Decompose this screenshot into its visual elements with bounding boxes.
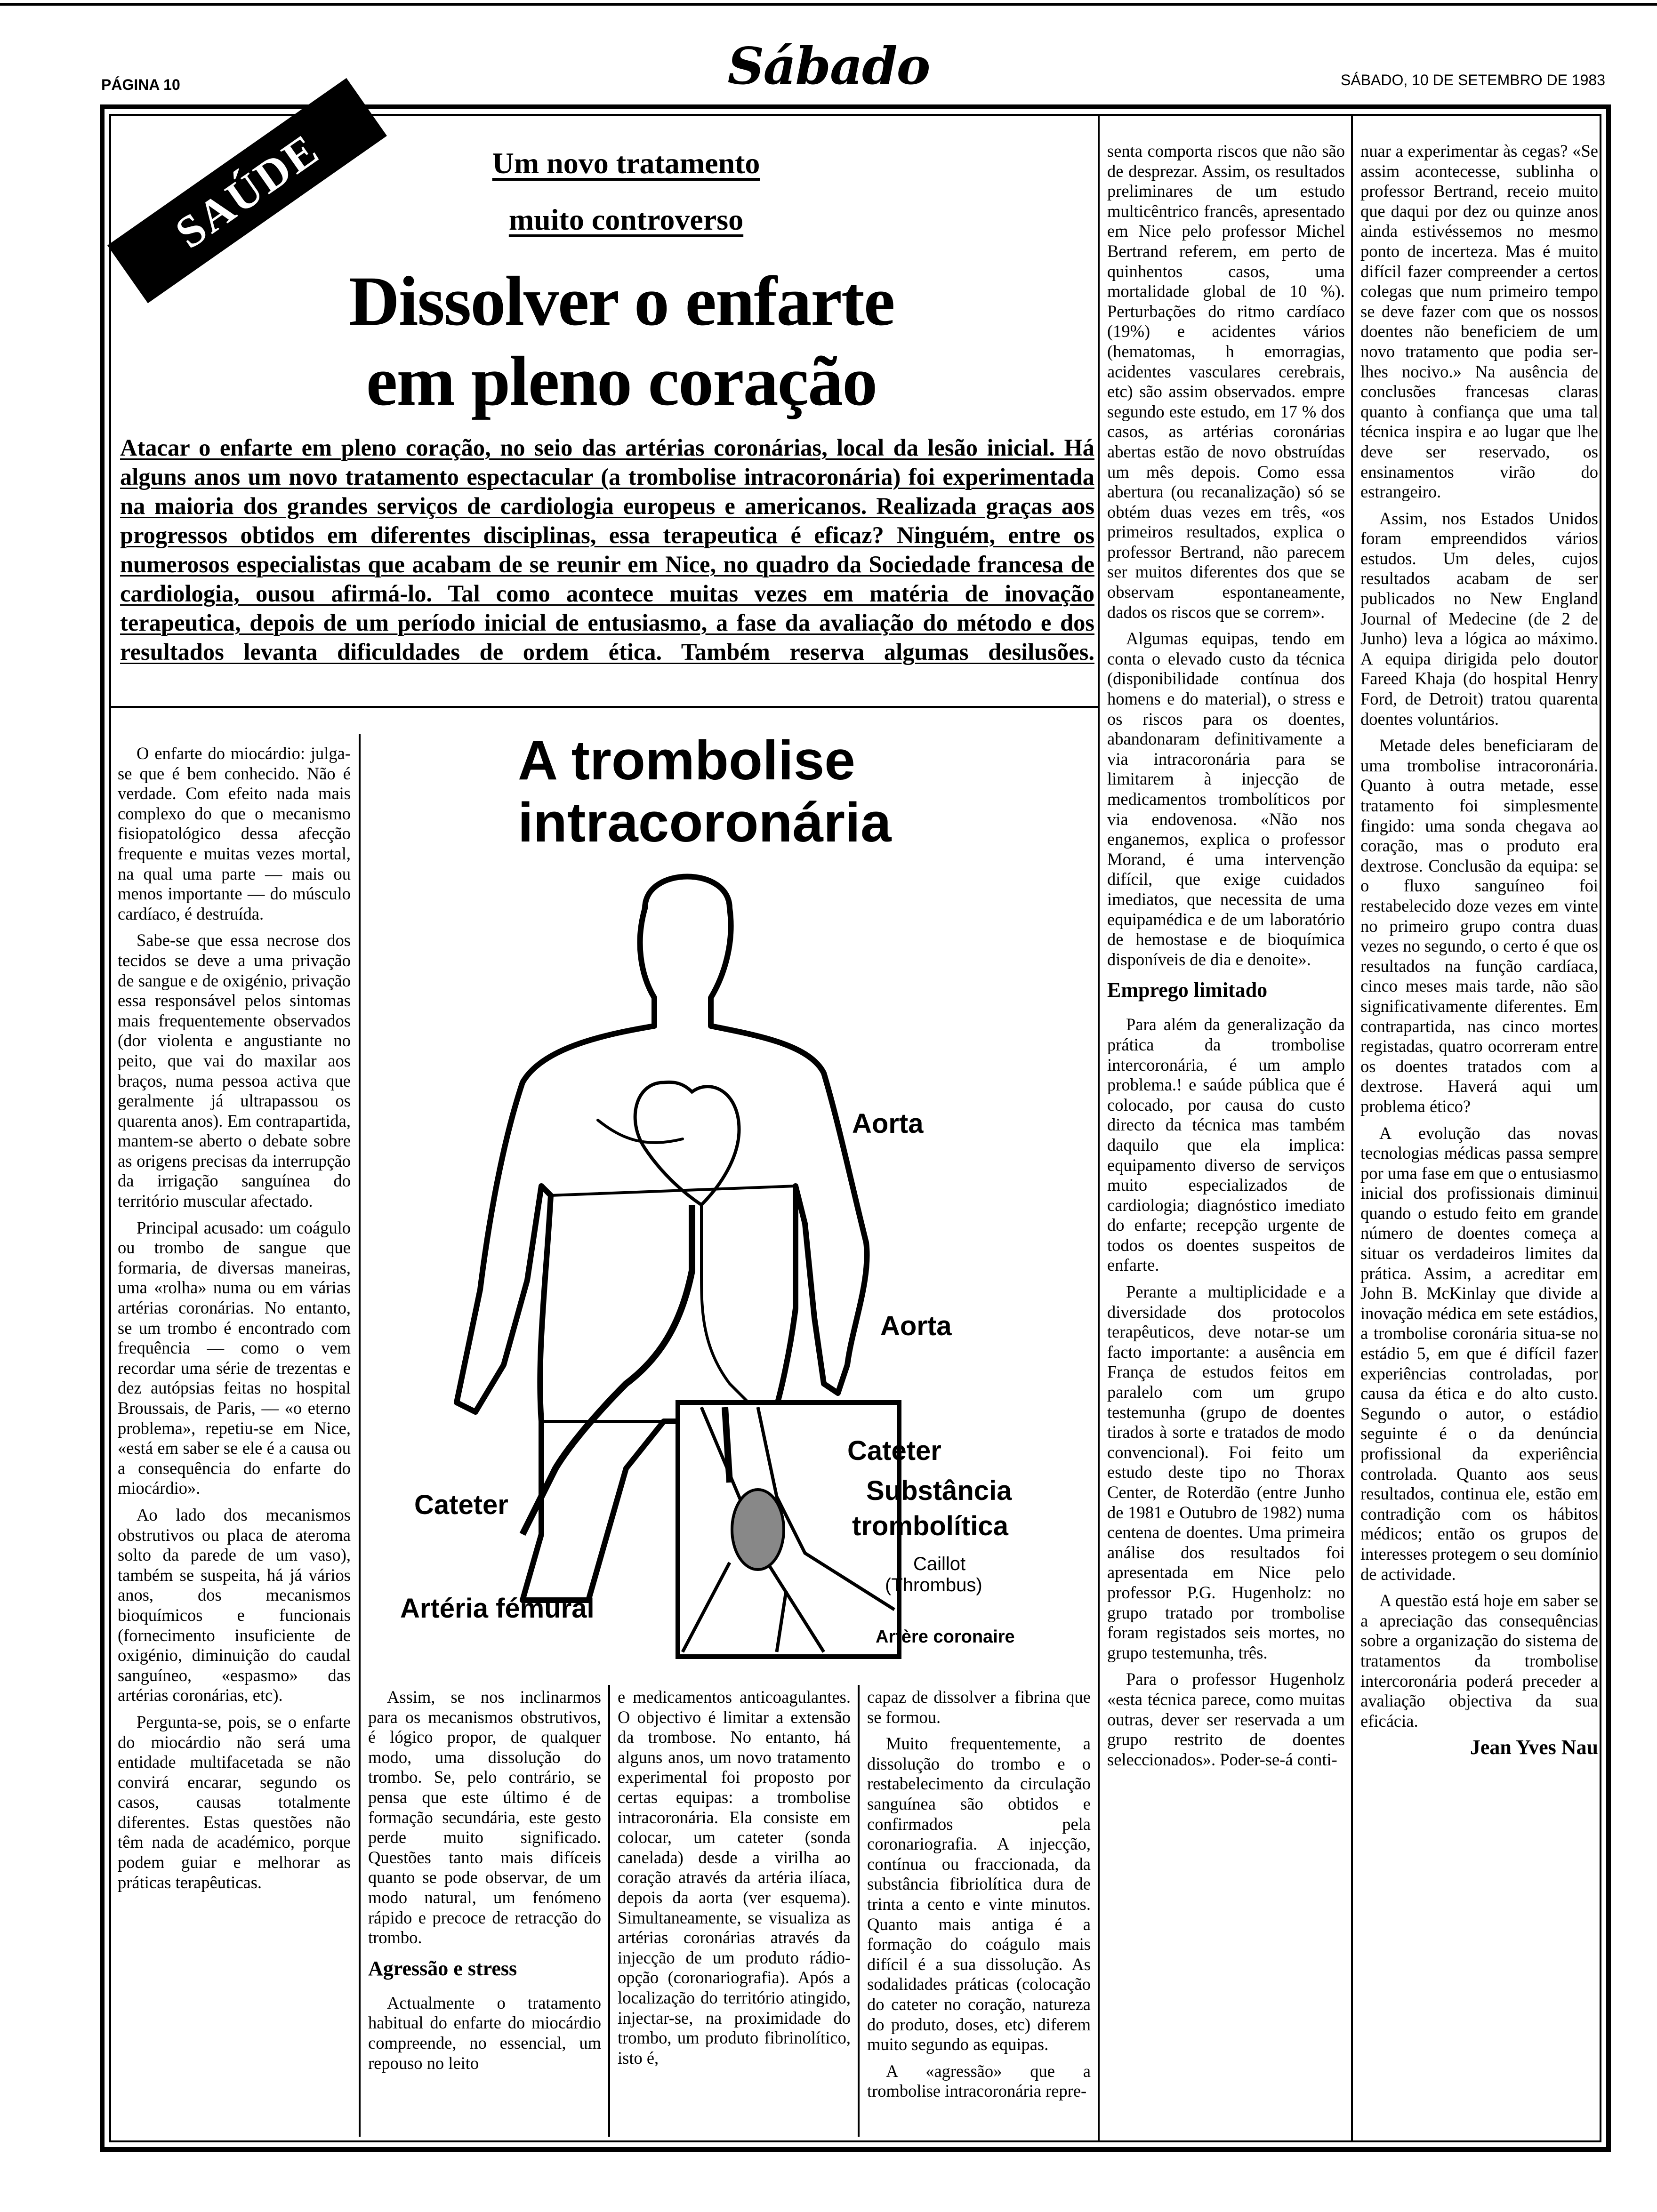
section-tag: SAÚDE (166, 123, 329, 258)
kicker-line1: Um novo tratamento (492, 146, 760, 180)
author-signature: Jean Yves Nau (1470, 1736, 1598, 1759)
column-3 (618, 1687, 851, 2075)
column-rule (1098, 114, 1100, 2142)
column-1 (118, 744, 351, 1899)
subheading: Emprego limitado (1107, 978, 1268, 1002)
paragraph: Algumas equipas, tendo em conta o elevado custo da técnica (disponibilidade contínua dos homens e do material), o stress e os riscos para os doentes, abandonaram definitivamente a via intracoronária para se limitarem à injecção de medicamentos trombolíticos por via endovenosa. «Não nos enganemos, explica o professor Morand, é uma intervenção difícil, que exige cuidados imediatos, que necessita de uma equipamédica e de um laboratório de hemostase e de bioquímica disponíveis de dia e denoite». (1107, 629, 1345, 969)
paragraph: senta comporta riscos que não são de desprezar. Assim, os resultados preliminares de um estudo multicêntrico francês, apresentado em Nice pelo professor Michel Bertrand referem, em perto de quinhentos casos, uma mortalidade global de 10 %). Perturbações do ritmo cardíaco (19%) e acidentes vários (hematomas, h emorragias, acidentes vasculares cerebrais, etc) são assim observados. empre segundo este estudo, em 17 % dos casos, as artérias coronárias abertas estão de novo obstruídas um mês depois. Como essa abertura (ou recanalização) só se obtém duas vezes em três, «os primeiros resultados, explica o professor Bertrand, não parecem ser muitos diferentes dos que se observam espontaneamente, dados os riscos que se correm». (1107, 141, 1345, 622)
thrombus-shape (732, 1490, 784, 1570)
body-illustration (400, 857, 1069, 1675)
paragraph: Assim, se nos inclinarmos para os mecanismos obstrutivos, é lógico propor, de qualquer modo, uma dissolução do trombo. Se, pelo contrário, se pensa que este último é de formação secundária, este gesto perde muito significado. Questões tanto mais difíceis quanto se pode observar, de um modo natural, um fenómeno rápido e precoce de retracção do trombo. (368, 1687, 601, 1948)
label-artere-coronaire: Artère coronaire (876, 1627, 1015, 1647)
paragraph: Assim, nos Estados Unidos foram empreendidos vários estudos. Um deles, cujos resultados acabam de ser publicados no New England Journal of Medecine (de 2 de Junho) leva a lógica ao máximo. A equipa dirigida pelo doutor Fareed Khaja (do hospital Henry Ford, de Detroit) tratou quarenta doentes voluntários. (1360, 508, 1598, 729)
paragraph: A questão está hoje em saber se a apreciação das consequências sobre a organização do sistema de tratamentos da trombolise intercoronária poderá preceder a avaliação objectiva da sua eficácia. (1360, 1591, 1598, 1731)
paragraph: A «agressão» que a trombolise intracoronária repre- (867, 2061, 1091, 2101)
body-detail (541, 1120, 796, 1421)
paragraph: Pergunta-se, pois, se o enfarte do miocárdio não será uma entidade multifacetada se não convirá encarar, segundo os casos, causas totalmente diferentes. Estas questões não têm nada de académico, porque podem guiar e melhorar as práticas terapêuticas. (118, 1712, 351, 1892)
paragraph: O enfarte do miocárdio: julga-se que é bem conhecido. Não é verdade. Com efeito nada mais complexo do que o mecanismo fisiopatológico dessa afecção frequente e muitas vezes mortal, na qual uma parte — mais ou menos importante — do músculo cardíaco, é destruída. (118, 744, 351, 923)
paragraph: Sabe-se que essa necrose dos tecidos se deve a uma privação de sangue e de oxigénio, privação essa responsável pelos sintomas mais frequentemente observados (dor violenta e angustiante no peito, que vai do maxilar aos braços, numa pessoa activa que geralmente já ultrapassou os quarenta anos). Em contrapartida, mantem-se aberto o debate sobre as origens precisas da interrupção da irrigação sanguínea do território muscular afectado. (118, 930, 351, 1211)
aorta-line (701, 1205, 767, 1421)
paragraph: capaz de dissolver a fibrina que se formou. (867, 1687, 1091, 1727)
top-border (0, 3, 1657, 8)
paragraph: A evolução das novas tecnologias médicas passa sempre por uma fase em que o entusiasmo inicial dos profissionais diminui quando o estudo feito em grande número de doentes começa a situar os verdadeiros limites da prática. Assim, a acreditar em John B. McKinlay que divide a inovação médica em sete estádios, a trombolise coronária situa-se no estádio 5, em que é difícil fazer experiências controladas, por causa da ética e do alto custo. Segundo o autor, o estádio seguinte é o da denúncia profissional da experiência controlada. Quanto aos seus resultados, continua ele, estão em contradição com os hábitos médicos; então os grupos de interesses protegem o seu domínio de actividade. (1360, 1123, 1598, 1584)
headline (198, 261, 1045, 421)
column-4 (867, 1687, 1091, 2108)
label-cateter-left: Cateter (414, 1490, 508, 1520)
paragraph: Perante a multiplicidade e a diversidade dos protocolos terapêuticos, deve notar-se um facto importante: a ausência em França de estudos feitos em paralelo com um grupo testemunha (grupo de doentes tirados à sorte e tratados de modo convencional). Foi feito um estudo deste tipo no Thorax Center, de Roterdão (entre Junho de 1981 e Outubro de 1982) numa centena de doentes. Uma primeira análise dos resultados foi apresentada em Nice pelo professor P.G. Hugenholz: no grupo tratado por trombolise foram registados seis mortes, no grupo testemunha, três. (1107, 1282, 1345, 1662)
paragraph: Actualmente o tratamento habitual do enfarte do miocárdio compreende, no essencial, um repouso no leito (368, 1993, 601, 2073)
paragraph: Muito frequentemente, a dissolução do trombo e o restabelecimento da circulação sanguínea são obtidos e confirmados pela coronariografia. A injecção, contínua ou fraccionada, da substância fibriolítica dura de trinta a cento e vinte minutos. Quanto mais antiga é a formação do coágulo mais difícil é a sua dissolução. As sodalidades práticas (colocação do cateter no coração, natureza do produto, doses, etc) diferem muito segundo as equipas. (867, 1734, 1091, 2054)
lead-bottom-rule (109, 706, 1098, 708)
column-5 (1107, 141, 1345, 1776)
column-2 (368, 1687, 601, 2080)
column-rule (1351, 114, 1353, 2142)
column-rule (608, 1685, 610, 2137)
lead-paragraph: Atacar o enfarte em pleno coração, no seio das artérias coronárias, local da lesão inicial. Há alguns anos um novo tratamento espectacular (a trombolise intracoronária) foi experimentada na maioria dos grandes serviços de cardiologia europeus e americanos. Realizada graças aos progressos obtidos em diferentes disciplinas, essa terapeutica é eficaz? Ninguém, entre os numerosos especialistas que acabam de se reunir em Nice, no quadro da Sociedade francesa de cardiologia, ousou afirmá-lo. Tal como acontece muitas vezes em matéria de inovação terapeutica, depois de um período inicial de entusiasmo, a fase da avaliação do método e dos resultados levanta dificuldades de ordem ética. Também reserva algumas desilusões. (120, 434, 1094, 665)
column-rule (359, 734, 361, 2137)
label-arteria-femural: Artéria fémural (400, 1593, 595, 1624)
headline-line1: Dissolver o enfarte (348, 262, 894, 340)
paragraph: Metade deles beneficiaram de uma trombolise intracoronária. Quanto à outra metade, esse tratamento foi simplesmente fingido: uma sonda chegava ao coração, mas o produto era dextrose. Conclusão da equipa: se o fluxo sanguíneo foi restabelecido doze vezes em vinte no primeiro grupo contra duas vezes no segundo, o certo é que os resultados na função cardíaca, cinco meses mais tarde, não são significativamente diferentes. Em contrapartida, nas cinco mortes registadas, quatro ocorreram entre os doentes tratados com a dextrose. Haverá aqui um problema ético? (1360, 736, 1598, 1116)
dateline: SÁBADO, 10 DE SETEMBRO DE 1983 (1341, 72, 1605, 88)
label-substancia-2: trombolítica (852, 1511, 1008, 1541)
page-number: PÁGINA 10 (101, 76, 180, 93)
label-aorta-1: Aorta (852, 1108, 924, 1139)
headline-line2: em pleno coração (366, 342, 877, 420)
kicker-line2: muito controverso (508, 203, 744, 236)
label-aorta-2: Aorta (880, 1311, 952, 1341)
figure-title-line2: intracoronária (518, 792, 892, 854)
paragraph: Principal acusado: um coágulo ou trombo de sangue que formaria, de diversas maneiras, uma «rolha» numa ou em várias artérias coronárias. No entanto, se um trombo é encontrado com frequência — como o vem recordar uma série de trezentas e dez autópsias feitas no hospital Broussais, de Paris, — «o eterno problema», repetiu-se em Nice, «está em saber se ele é a causa ou a consequência do enfarte do miocárdio». (118, 1218, 351, 1498)
subheading: Agressão e stress (368, 1956, 517, 1980)
paragraph: e medicamentos anticoagulantes. O objectivo é limitar a extensão da trombose. No entanto, há alguns anos, um novo tratamento experimental foi proposto por certas equipas: a trombolise intracoronária. Ela consiste em colocar, um cateter (sonda canelada) desde a virilha ao coração através da artéria ilíaca, depois da aorta (ver esquema). Simultaneamente, se visualiza as artérias coronárias através da injecção de um produto rádio-opção (coronariografia). Após a localização do território atingido, injectar-se, na proximidade do trombo, um produto fibrinolítico, isto é, (618, 1687, 851, 2068)
column-6 (1360, 141, 1598, 1758)
figure-title (518, 729, 1059, 854)
paragraph: Para além da generalização da prática da trombolise intercoronária, é um amplo problema.! e saúde pública que é colocado, por causa do custo directo da técnica mas também daquilo que ela implica: equipamento diverso de serviços muito especializados de cardiologia; diagnóstico imediato do enfarte; recepção urgente de todos os doentes suspeitos de enfarte. (1107, 1015, 1345, 1275)
paragraph: Ao lado dos mecanismos obstrutivos ou placa de ateroma solto da parede de um vaso), também se suspeita, há já vários anos, dos mecanismos bioquímicos e funcionais (fornecimento insuficiente de oxigénio, diminuição do caudal sanguíneo, «espasmo» das artérias coronárias, etc). (118, 1505, 351, 1705)
paragraph: nuar a experimentar às cegas? «Se assim acontecesse, sublinha o professor Bertrand, receio muito que daqui por dez ou quinze anos ainda estivéssemos no mesmo ponto de incerteza. Mas é muito difícil fazer compreender a certos colegas que num primeiro tempo se deve fazer com que os nossos doentes não beneficiem de um novo tratamento que podia ser-lhes nocivo.» Na ausência de conclusões francesas claras quanto à confiança que uma tal técnica inspira e ao lugar que lhe deve ser reservado, os ensinamentos virão do estrangeiro. (1360, 141, 1598, 502)
paragraph: Para o professor Hugenholz «esta técnica parece, como muitas outras, dever ser reservada a um grupo restrito de doentes seleccionados». Poder-se-á conti- (1107, 1669, 1345, 1769)
label-cateter-right: Cateter (847, 1435, 941, 1466)
label-substancia-1: Substância (866, 1475, 1012, 1506)
label-caillot-1: Caillot (913, 1554, 966, 1574)
masthead: Sábado (727, 37, 930, 96)
inset-catheter (725, 1407, 730, 1483)
figure-title-line1: A trombolise (518, 729, 855, 792)
label-caillot-2: (Thrombus) (885, 1575, 982, 1595)
column-rule (858, 1685, 860, 2137)
